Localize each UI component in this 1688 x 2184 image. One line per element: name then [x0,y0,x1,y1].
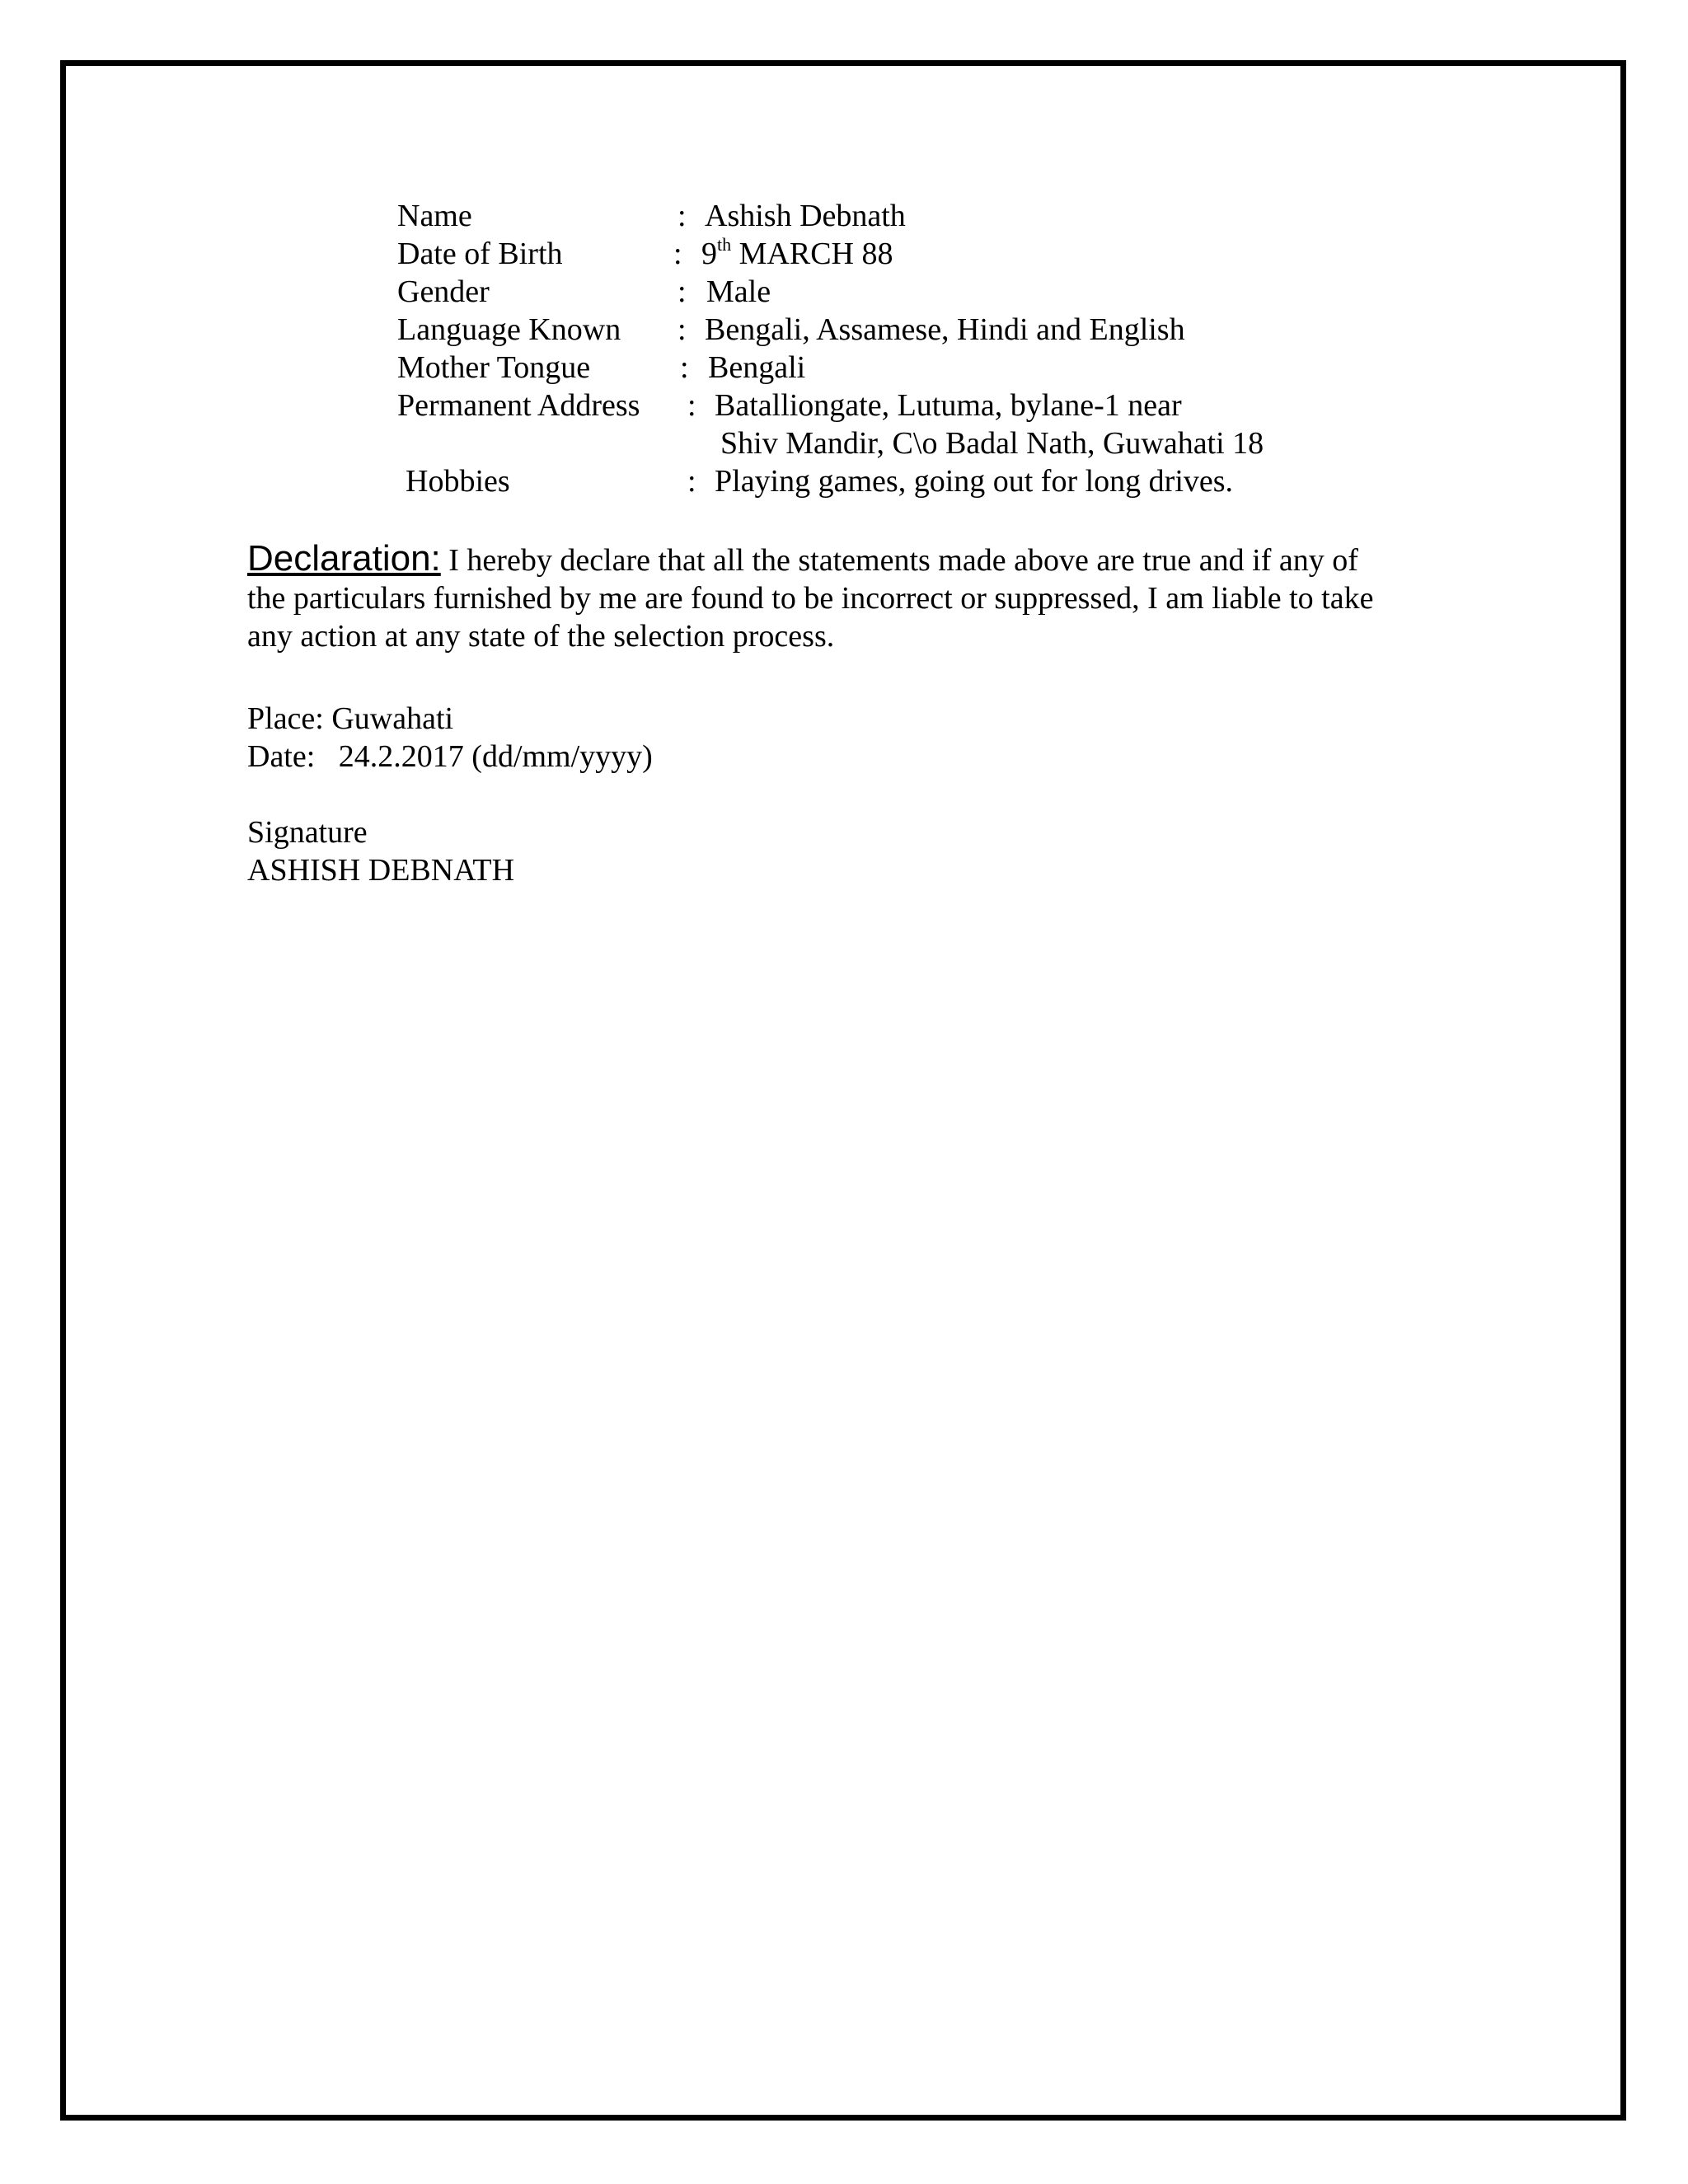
declaration-line-1 [247,540,1451,579]
declaration [247,540,1451,655]
declaration-heading: Declaration: [247,538,441,579]
hobbies-value: Playing games, going out for long drives. [715,464,1234,499]
signature-block [247,813,514,889]
colon: : [678,312,687,347]
languages-label: Language Known [397,312,621,347]
name-label: Name [397,199,472,233]
dob-label: Date of Birth [397,237,563,271]
place-date [247,700,653,776]
dob-day: 9 [701,237,717,271]
mother-tongue-value: Bengali [708,350,806,385]
place: Place: Guwahati [247,701,454,736]
dob-suffix: th [717,234,732,255]
colon: : [687,464,696,499]
languages-value: Bengali, Assamese, Hindi and English [705,312,1185,347]
address-line1: Batalliongate, Lutuma, bylane-1 near [715,388,1182,423]
colon: : [687,388,696,423]
address-line2: Shiv Mandir, C\o Badal Nath, Guwahati 18 [720,426,1264,461]
name-value: Ashish Debnath [705,199,906,233]
colon: : [678,199,687,233]
colon: : [678,274,687,309]
signature-name: ASHISH DEBNATH [247,853,515,888]
dob-value [701,235,893,273]
signature-label: Signature [247,815,368,850]
declaration-line-2: the particulars furnished by me are found to be incorrect or suppressed, I am liable to take [247,581,1374,616]
mother-tongue-label: Mother Tongue [397,350,591,385]
declaration-line-3: any action at any state of the selection process. [247,619,835,654]
colon: : [673,237,682,271]
gender-value: Male [706,274,771,309]
colon: : [680,350,689,385]
hobbies-label: Hobbies [406,464,510,499]
gender-label: Gender [397,274,490,309]
page-border [60,60,1626,2121]
declaration-text-1: I hereby declare that all the statements made above are true and if any of [440,543,1358,578]
date: Date: 24.2.2017 (dd/mm/yyyy) [247,739,653,774]
address-label: Permanent Address [397,388,640,423]
dob-rest: MARCH 88 [731,237,893,271]
